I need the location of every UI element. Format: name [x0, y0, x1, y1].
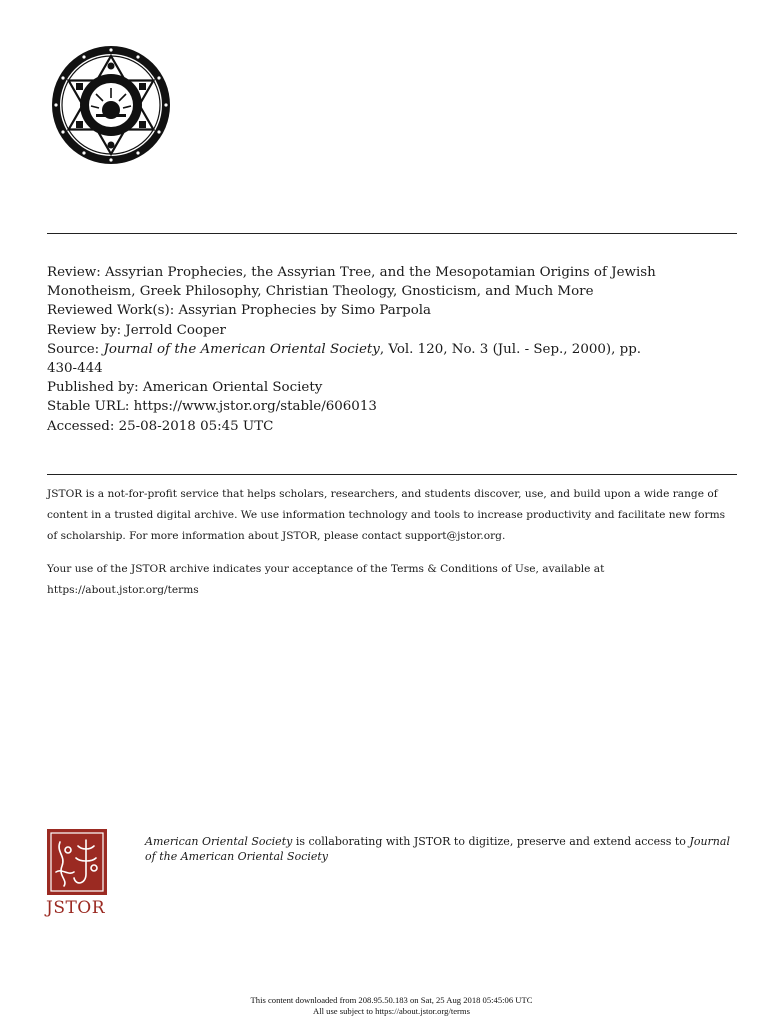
- source-journal: Journal of the American Oriental Society: [103, 341, 380, 357]
- download-footer: [0, 995, 783, 1016]
- top-divider: [47, 233, 737, 234]
- citation-block: [47, 263, 737, 436]
- jstor-notice: [47, 484, 737, 601]
- collab-journal: Journal of the American Oriental Society: [145, 835, 730, 863]
- notice-paragraph-terms: Your use of the JSTOR archive indicates your acceptance of the Terms & Conditions of Use, available at https://about.jstor.org/terms: [47, 563, 605, 596]
- jstor-wordmark: JSTOR: [46, 898, 106, 918]
- society-seal-logo: [50, 44, 172, 166]
- source-line: [47, 340, 737, 359]
- review-author: Review by: Jerrold Cooper: [47, 322, 226, 338]
- source-details: , Vol. 120, No. 3 (Jul. - Sep., 2000), pp.: [379, 341, 642, 357]
- notice-paragraph-about: JSTOR is a not-for-profit service that helps scholars, researchers, and students discover, use, and build upon a wide range of content in a trusted digital archive. We use information technology and tools to increase productivity and facilitate new forms of scholarship. For more information about JSTOR, please contact support@jstor.org.: [47, 488, 726, 542]
- collab-middle: is collaborating with JSTOR to digitize, preserve and extend access to: [292, 835, 690, 848]
- accessed-date: Accessed: 25-08-2018 05:45 UTC: [47, 418, 274, 434]
- article-title-line-2: Monotheism, Greek Philosophy, Christian Theology, Gnosticism, and Much More: [47, 284, 594, 300]
- source-label: Source:: [47, 341, 104, 357]
- article-title-line-1: Review: Assyrian Prophecies, the Assyrian Tree, and the Mesopotamian Origins of Jewish: [47, 265, 656, 280]
- reviewed-work: Reviewed Work(s): Assyrian Prophecies by Simo Parpola: [47, 303, 432, 319]
- footer-line-terms: All use subject to https://about.jstor.org/terms: [313, 1005, 470, 1016]
- stable-url-link[interactable]: Stable URL: https://www.jstor.org/stable/606013: [47, 399, 377, 415]
- footer-line-download: This content downloaded from 208.95.50.183 on Sat, 25 Aug 2018 05:45:06 UTC: [250, 995, 533, 1005]
- collaboration-statement: [145, 834, 735, 864]
- collab-publisher: American Oriental Society: [145, 835, 293, 848]
- publisher-line: Published by: American Oriental Society: [47, 380, 323, 396]
- middle-divider: [47, 474, 737, 475]
- source-pages: 430-444: [47, 361, 103, 377]
